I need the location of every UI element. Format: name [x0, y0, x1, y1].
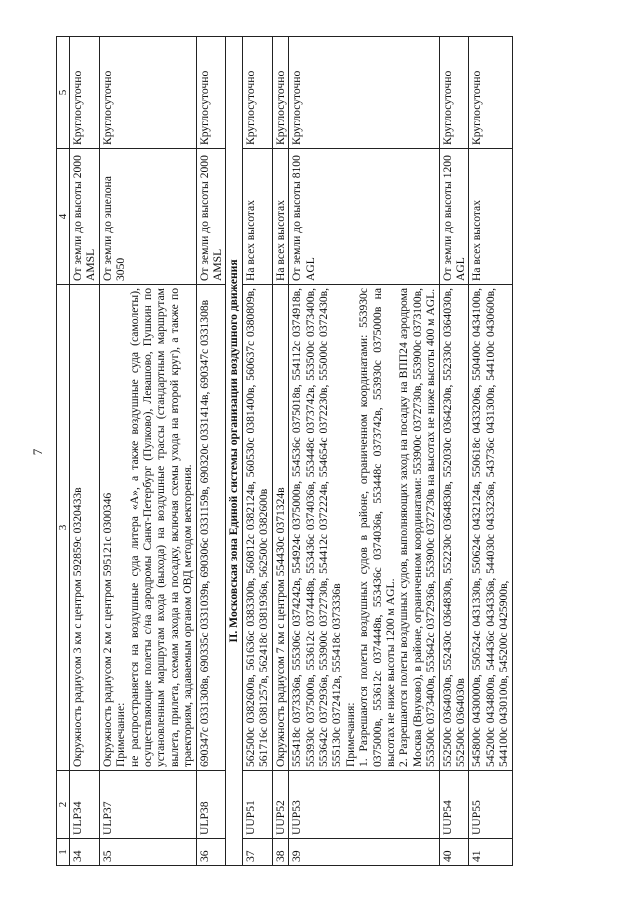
table-row [289, 37, 439, 866]
description-paragraph: 2. Разрешаются полеты воздушных судов, выполняющих заход на посадку на ВПП24 аэродрома Москва (Внуково), в районе, ограниченном координатами: 553900с 0372730в, 553900с 0373100в, 553500с 0373400в, 553642с 0372936в, 553900с 0372730в на высотах не ниже высоты 400 м AGL. [397, 288, 438, 767]
description-paragraph: 552500с 0364030в, 552430с 0364830в, 552230с 0364830в, 552030с 0364230в, 552330с 0364030в, 552500с 0364030в [440, 288, 467, 767]
zone-code: UUP54 [439, 771, 469, 839]
row-number: 39 [289, 839, 439, 866]
activity-time: Круглосуточно [469, 37, 512, 149]
row-number: 41 [469, 839, 512, 866]
airspace-zones-table [56, 36, 513, 866]
row-number: 35 [99, 839, 196, 866]
description-paragraph: 690347с 0331308в, 690335с 0331039в, 690306с 0331159в, 690320с 0331414в, 690347с 0331308в [197, 299, 211, 767]
altitude-limits: От земли до высоты 2000 AMSL [70, 149, 100, 285]
row-number: 38 [272, 839, 288, 866]
zone-code: ULP34 [70, 771, 100, 839]
row-number: 34 [70, 839, 100, 866]
zone-code: ULP38 [196, 771, 226, 839]
zone-code: UUP52 [272, 771, 288, 839]
activity-time: Круглосуточно [272, 37, 288, 149]
column-number-4: 4 [57, 149, 70, 285]
activity-time: Круглосуточно [439, 37, 469, 149]
row-number: 36 [196, 839, 226, 866]
altitude-limits: На всех высотах [242, 149, 272, 285]
page-number: 7 [30, 448, 45, 456]
activity-time: Круглосуточно [99, 37, 196, 149]
row-number: 37 [242, 839, 272, 866]
zone-code: UUP53 [289, 771, 439, 839]
altitude-limits: На всех высотах [469, 149, 512, 285]
column-number-1: 1 [57, 839, 70, 866]
section-title: II. Московская зона Единой системы организации воздушного движения [226, 37, 242, 866]
zone-boundary-description [289, 285, 439, 771]
altitude-limits: На всех высотах [272, 149, 288, 285]
altitude-limits: От земли до эшелона 3050 [99, 149, 196, 285]
zone-boundary-description [469, 285, 512, 771]
activity-time: Круглосуточно [196, 37, 226, 149]
table-row [99, 37, 196, 866]
description-paragraph: 562500с 0382600в, 561636с 0383300в, 560812с 0382124в, 560530с 0381400в, 560637с 0380809в, 561716с 0381257в, 562418с 0381936в, 562500с 0382600в [243, 288, 271, 767]
altitude-limits: От земли до высоты 1200 AGL [439, 149, 469, 285]
table-row [196, 37, 226, 866]
table-row [469, 37, 512, 866]
zone-boundary-description [196, 285, 226, 771]
description-paragraph: 1. Разрешаются полеты воздушных судов в районе, ограниченном координатами: 553930с 0375000в, 553612с 0374448в, 553436с 0374036в, 553448с 0373742в, 553930с 0375000в на высотах не ниже высоты 1200 м AGL. [357, 288, 397, 767]
description-paragraph: Окружность радиусом 7 км с центром 554430с 0371324в [273, 487, 287, 767]
description-paragraph: Окружность радиусом 3 км с центром 592859с 0320433в [71, 487, 84, 767]
column-number-5: 5 [57, 37, 70, 149]
zone-boundary-description [242, 285, 272, 771]
column-number-3: 3 [57, 285, 70, 771]
table-row [272, 37, 288, 866]
table-row [439, 37, 469, 866]
zone-boundary-description [99, 285, 196, 771]
activity-time: Круглосуточно [289, 37, 439, 149]
description-paragraph: не распространяется на воздушные суда литера «А», а также воздушные суда (самолеты), осуществляющие полеты с/на аэродромы Санкт-Петербург (Пулково), Левашово, Пушкин по установленным маршрутам входа (выхода) на воздушные трассы (стандартным маршрутам вылета, прилета, схемам захода на посадку, включая схемы ухода на второй круг), а также по траекториям, задаваемым органом ОВД методом векторения. [127, 288, 195, 767]
description-paragraph: 545800с 0430000в, 550524с 0431330в, 550624с 0432124в, 550618с 0433206в, 550400с 0434100в, 545200с 0434800в, 544436с 0434336в, 544030с 0433236в, 543736с 0431300в, 544100с 0430600в, 544100с 0430100в, 545200с 0425900в, [470, 288, 511, 767]
altitude-limits: От земли до высоты 8100 AGL [289, 149, 439, 285]
zone-boundary-description [70, 285, 100, 771]
zone-boundary-description [272, 285, 288, 771]
row-number: 40 [439, 839, 469, 866]
section-row [226, 37, 242, 866]
activity-time: Круглосуточно [242, 37, 272, 149]
rotated-table-container [56, 54, 612, 866]
zone-code: UUP51 [242, 771, 272, 839]
table-header-row [57, 37, 70, 866]
zone-boundary-description [439, 285, 469, 771]
description-paragraph: Примечание: [114, 702, 128, 767]
activity-time: Круглосуточно [70, 37, 100, 149]
description-paragraph: 555418с 0373336в, 555306с 0374242в, 554924с 0375000в, 554536с 0375018в, 554112с 0374918в, 553930с 0375000в, 553612с 0374448в, 553436с 0374036в, 553448с 0373742в, 553500с 0373400в, 553642с 0372936в, 553900с 0372730в, 554412с 0372224в, 554654с 0372230в, 555000с 0372430в, 555130с 0372412в, 555418с 0373336в [290, 288, 344, 767]
table-row [70, 37, 100, 866]
altitude-limits: От земли до высоты 2000 AMSL [196, 149, 226, 285]
description-paragraph: Окружность радиусом 2 км с центром 595121с 0300346 [100, 492, 114, 767]
zone-code: UUP55 [469, 771, 512, 839]
description-paragraph: Примечания: [343, 702, 357, 767]
table-row [242, 37, 272, 866]
zone-code: ULP37 [99, 771, 196, 839]
column-number-2: 2 [57, 771, 70, 839]
